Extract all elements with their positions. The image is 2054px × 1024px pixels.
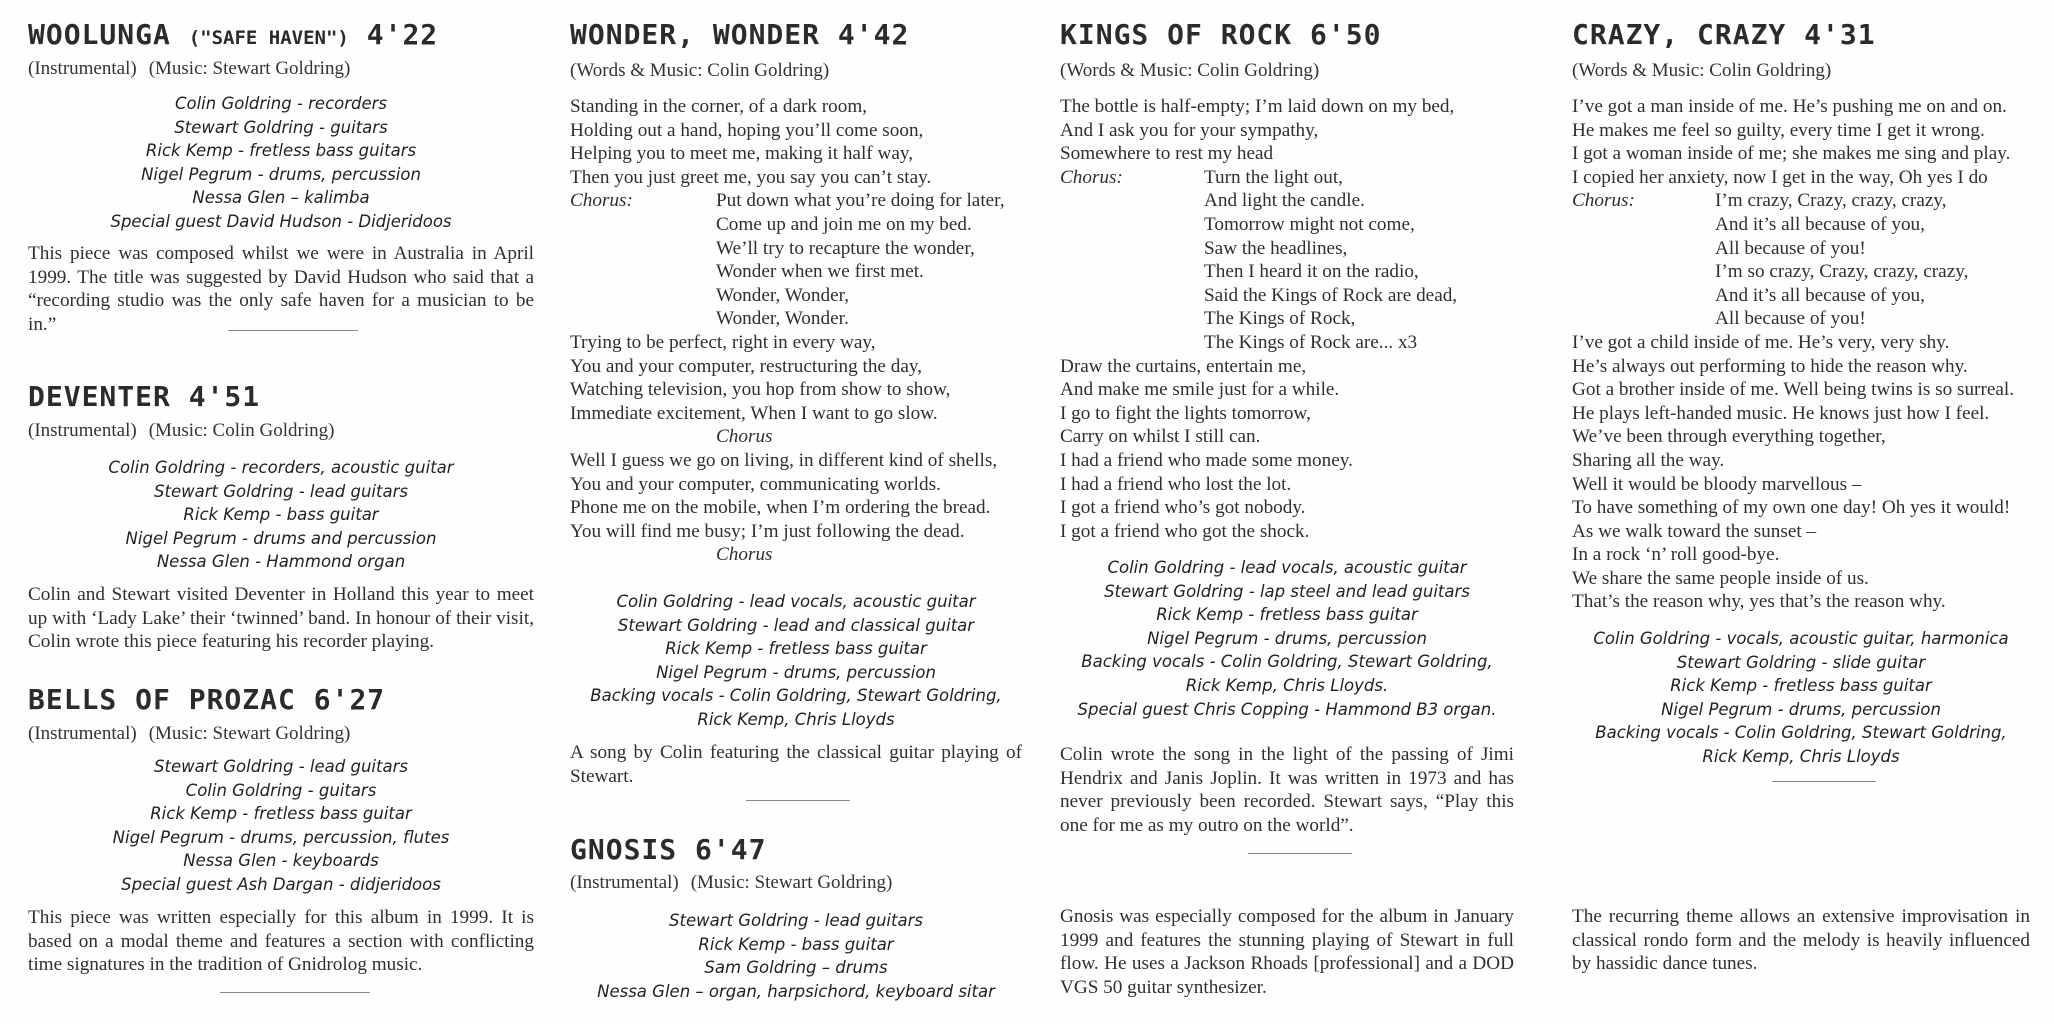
song-note: Colin and Stewart visited Deventer in Holland this year to meet up with ‘Lady Lake’ their ‘twinned’ band. In honour of their visit, Colin wrote this piece featuring his recorder playing. (28, 584, 534, 653)
musician-line: Colin Goldring - lead vocals, acoustic guitar (616, 592, 976, 611)
chorus-mark-text: Chorus (716, 426, 773, 448)
song-title (28, 683, 385, 717)
musician-line: Rick Kemp - fretless bass guitar (665, 639, 927, 659)
musicians-list (28, 456, 534, 574)
chorus-line (570, 307, 1022, 331)
lyric-line: I got a woman inside of me; she makes me sing and play. (1572, 143, 2011, 165)
lyric-line: Got a brother inside of me. Well being twins is so surreal. (1572, 379, 2014, 401)
musicians-list (570, 590, 1022, 732)
musician-line: Special guest David Hudson - Didjeridoos (110, 211, 452, 231)
lyric-line: I had a friend who made some money. (1060, 449, 1353, 471)
chorus-mark-text: Chorus (716, 544, 773, 566)
chorus-marker (570, 425, 1022, 449)
lyric-line: And I ask you for your sympathy, (1060, 119, 1319, 141)
musicians-list (570, 909, 1022, 1003)
musician-line: Sam Goldring – drums (704, 958, 888, 978)
lyric-line: You and your computer, communicating worlds. (570, 473, 941, 495)
song-title (28, 380, 260, 414)
song-duration: 6'50 (1310, 18, 1382, 51)
chorus-line (1572, 284, 2030, 308)
lyric-line: Watching television, you hop from show to show, (570, 379, 951, 401)
musician-line: Nigel Pegrum - drums, percussion (656, 662, 936, 682)
chorus-text: We’ll try to recapture the wonder, (716, 237, 975, 259)
musician-line: Colin Goldring - vocals, acoustic guitar, harmonica (1593, 629, 2009, 648)
song-name: WOOLUNGA (28, 18, 171, 51)
credit-type: (Instrumental) (28, 723, 137, 744)
song-title (1060, 18, 1381, 52)
song-title (570, 833, 766, 867)
musician-line: Rick Kemp - fretless bass guitars (145, 141, 417, 161)
song-name: KINGS OF ROCK (1060, 18, 1293, 51)
song-credit (28, 57, 350, 81)
lyric-line: Somewhere to rest my head (1060, 143, 1274, 165)
musician-line: Nigel Pegrum - drums, percussion (1661, 699, 1941, 719)
musician-line: Stewart Goldring - lead and classical guitar (617, 615, 975, 635)
musician-line: Nigel Pegrum - drums, percussion (141, 164, 421, 184)
song-credit (570, 871, 892, 895)
song-title (1572, 18, 1876, 52)
song-name: CRAZY, CRAZY (1572, 18, 1787, 51)
chorus-label: Chorus: (570, 190, 633, 212)
lyric-line: I got a friend who’s got nobody. (1060, 497, 1306, 519)
musician-line: Stewart Goldring - slide guitar (1676, 652, 1926, 672)
song-credit: (Words & Music: Colin Goldring) (1060, 60, 1320, 81)
chorus-text: The Kings of Rock are... x3 (1204, 331, 1418, 353)
musician-line: Nessa Glen – kalimba (192, 188, 370, 208)
chorus-text: Tomorrow might not come, (1204, 213, 1415, 235)
chorus-line (570, 260, 1022, 284)
song-duration: 4'42 (837, 18, 910, 51)
lyric-line: I’ve got a man inside of me. He’s pushing me on and on. (1572, 96, 2007, 117)
chorus-line (1060, 307, 1514, 331)
musician-line: Stewart Goldring - lead guitars (669, 911, 923, 930)
lyric-line: That’s the reason why, yes that’s the reason why. (1572, 591, 1946, 613)
lyric-line: In a rock ‘n’ roll good-bye. (1572, 544, 1780, 566)
chorus-text: Wonder when we first met. (716, 261, 924, 283)
song-note: This piece was written especially for this album in 1999. It is based on a modal theme and features a section with conflicting time signatures in the tradition of Gnidrolog music. (28, 907, 534, 976)
song-duration: 4'51 (188, 380, 261, 413)
lyric-line: Trying to be perfect, right in every way, (570, 331, 876, 353)
musician-line: Nigel Pegrum - drums, percussion, flutes (112, 827, 450, 847)
lyric-line: I had a friend who lost the lot. (1060, 473, 1292, 495)
lyric-line: We’ve been through everything together, (1572, 426, 1886, 448)
chorus-line (1572, 189, 2030, 213)
lyric-line: Well I guess we go on living, in different kind of shells, (570, 449, 998, 471)
chorus-text: And light the candle. (1204, 190, 1365, 212)
song-woolunga (28, 18, 534, 55)
song-credit: (Words & Music: Colin Goldring) (570, 60, 830, 81)
musicians-list (1060, 556, 1514, 721)
lyric-line: He plays left-handed music. He knows just how I feel. (1572, 402, 1990, 424)
chorus-line (570, 213, 1022, 237)
lyric-line: Carry on whilst I still can. (1060, 426, 1261, 448)
lyric-line: I’ve got a child inside of me. He’s very, very shy. (1572, 331, 1950, 353)
musicians-list (28, 755, 534, 897)
musician-line: Rick Kemp, Chris Lloyds (697, 709, 895, 729)
chorus-text: All because of you! (1715, 237, 1866, 259)
musician-line: Nessa Glen - keyboards (183, 851, 379, 871)
credit-music: (Music: Stewart Goldring) (148, 723, 351, 744)
divider (1248, 853, 1352, 854)
chorus-label: Chorus: (1060, 166, 1123, 188)
chorus-text: Wonder, Wonder. (716, 308, 849, 330)
musician-line: Rick Kemp - fretless bass guitar (1670, 676, 1932, 696)
lyric-line: Well it would be bloody marvellous – (1572, 473, 1862, 495)
musician-line: Rick Kemp - bass guitar (183, 505, 379, 525)
chorus-line (1572, 260, 2030, 284)
song-name: DEVENTER (28, 380, 171, 413)
chorus-text: I’m so crazy, Crazy, crazy, crazy, (1715, 261, 1969, 283)
musician-line: Colin Goldring - recorders, acoustic guitar (108, 458, 454, 477)
musician-line: Nessa Glen – organ, harpsichord, keyboard sitar (597, 981, 995, 1001)
song-duration: 6'47 (695, 833, 767, 866)
musician-line: Rick Kemp, Chris Lloyds (1702, 746, 1900, 766)
chorus-text: And it’s all because of you, (1715, 284, 1925, 306)
chorus-line (1060, 331, 1514, 355)
lyric-line: He makes me feel so guilty, every time I get it wrong. (1572, 119, 1985, 141)
chorus-text: Come up and join me on my bed. (716, 213, 972, 235)
lyric-line: Standing in the corner, of a dark room, (570, 96, 868, 117)
musician-line: Rick Kemp, Chris Lloyds. (1185, 675, 1389, 695)
song-duration: 6'27 (313, 683, 386, 716)
divider (228, 330, 358, 331)
chorus-line (1060, 284, 1514, 308)
song-note: Colin wrote the song in the light of the passing of Jimi Hendrix and Janis Joplin. It was written in 1973 and has never previously been recorded. Stewart says, “Play this one for me as my outro on the world”. (1060, 744, 1514, 836)
lyric-line: We share the same people inside of us. (1572, 567, 1869, 589)
lyrics (1060, 95, 1514, 543)
song-name: GNOSIS (570, 833, 678, 866)
chorus-text: Said the Kings of Rock are dead, (1204, 284, 1458, 306)
lyric-line: You will find me busy; I’m just following the dead. (570, 520, 965, 542)
song-duration: 4'22 (366, 18, 439, 51)
lyric-line: Sharing all the way. (1572, 449, 1725, 471)
song-note: The recurring theme allows an extensive improvisation in classical rondo form and the melody is heavily influenced by hassidic dance tunes. (1572, 906, 2030, 975)
lyric-line: Phone me on the mobile, when I’m ordering the bread. (570, 497, 991, 519)
chorus-line (570, 237, 1022, 261)
chorus-label: Chorus: (1572, 190, 1635, 212)
musician-line: Special guest Chris Copping - Hammond B3 organ. (1077, 699, 1497, 719)
lyrics (570, 95, 1022, 567)
chorus-line (1060, 237, 1514, 261)
song-credit: (Words & Music: Colin Goldring) (1572, 60, 1832, 81)
musician-line: Colin Goldring - guitars (185, 780, 377, 800)
musician-line: Colin Goldring - lead vocals, acoustic guitar (1107, 558, 1467, 577)
chorus-text: I’m crazy, Crazy, crazy, crazy, (1715, 190, 1947, 212)
divider (220, 992, 370, 993)
credit-type: (Instrumental) (28, 58, 137, 79)
musician-line: Nigel Pegrum - drums, percussion (1147, 628, 1427, 648)
lyric-line: Immediate excitement, When I want to go slow. (570, 402, 938, 424)
song-name: BELLS OF PROZAC (28, 683, 296, 716)
chorus-text: Wonder, Wonder, (716, 284, 850, 306)
song-credit (28, 722, 350, 746)
musician-line: Stewart Goldring - guitars (174, 117, 388, 137)
musicians-list (28, 92, 534, 234)
musician-line: Special guest Ash Dargan - didjeridoos (121, 874, 441, 894)
chorus-text: Turn the light out, (1204, 166, 1343, 188)
musician-line: Nessa Glen - Hammond organ (156, 552, 406, 572)
chorus-line (1060, 260, 1514, 284)
chorus-line (570, 189, 1022, 213)
lyric-line: You and your computer, restructuring the day, (570, 355, 922, 377)
musician-line: Rick Kemp - bass guitar (698, 934, 894, 954)
lyric-line: I copied her anxiety, now I get in the way, Oh yes I do (1572, 166, 1988, 188)
divider (746, 800, 850, 801)
chorus-text: The Kings of Rock, (1204, 308, 1356, 330)
chorus-line (1060, 166, 1514, 190)
divider (1772, 781, 1876, 782)
lyric-line: As we walk toward the sunset – (1572, 520, 1817, 542)
lyric-line: To have something of my own one day! Oh yes it would! (1572, 497, 2011, 519)
chorus-text: Put down what you’re doing for later, (716, 190, 1005, 212)
musician-line: Backing vocals - Colin Goldring, Stewart Goldring, (1595, 723, 2007, 743)
musicians-list (1572, 627, 2030, 769)
lyrics (1572, 95, 2030, 614)
lyric-line: The bottle is half-empty; I’m laid down on my bed, (1060, 96, 1455, 117)
musician-line: Rick Kemp - fretless bass guitar (1156, 605, 1418, 625)
song-title (28, 18, 534, 55)
lyric-line: Holding out a hand, hoping you’ll come soon, (570, 119, 924, 141)
lyric-line: Helping you to meet me, making it half way, (570, 143, 913, 165)
song-subtitle: ("SAFE HAVEN") (188, 27, 349, 49)
chorus-text: Saw the headlines, (1204, 237, 1348, 259)
song-credit (28, 419, 334, 443)
credit-music: (Music: Stewart Goldring) (148, 58, 351, 79)
chorus-marker (570, 543, 1022, 567)
musician-line: Stewart Goldring - lap steel and lead guitars (1104, 581, 1470, 601)
musician-line: Rick Kemp - fretless bass guitar (150, 804, 412, 824)
musician-line: Stewart Goldring - lead guitars (154, 481, 408, 501)
musician-line: Backing vocals - Colin Goldring, Stewart Goldring, (1081, 652, 1493, 672)
chorus-text: All because of you! (1715, 308, 1866, 330)
musician-line: Backing vocals - Colin Goldring, Stewart Goldring, (590, 686, 1002, 706)
song-note-gnosis: Gnosis was especially composed for the album in January 1999 and features the stunning playing of Stewart in full flow. He uses a Jackson Rhoads [professional] and a DOD VGS 50 guitar synthesizer. (1060, 906, 1514, 998)
song-duration: 4'31 (1804, 18, 1876, 51)
lyric-line: Then you just greet me, you say you can’t stay. (570, 166, 932, 188)
chorus-line (1572, 237, 2030, 261)
lyric-line: And make me smile just for a while. (1060, 379, 1340, 401)
credit-type: (Instrumental) (570, 872, 679, 893)
chorus-line (1060, 213, 1514, 237)
chorus-line (1572, 307, 2030, 331)
song-name: WONDER, WONDER (570, 18, 821, 51)
lyric-line: I got a friend who got the shock. (1060, 520, 1310, 542)
chorus-text: And it’s all because of you, (1715, 213, 1925, 235)
chorus-text: Then I heard it on the radio, (1204, 261, 1419, 283)
song-note: A song by Colin featuring the classical guitar playing of Stewart. (570, 742, 1022, 787)
chorus-line (1572, 213, 2030, 237)
song-note: This piece was composed whilst we were in Australia in April 1999. The title was suggested by David Hudson who said that a “recording studio was the only safe haven for a musician to be in.” (28, 243, 534, 335)
lyric-line: Draw the curtains, entertain me, (1060, 355, 1307, 377)
chorus-line (570, 284, 1022, 308)
chorus-line (1060, 189, 1514, 213)
musician-line: Colin Goldring - recorders (174, 94, 388, 113)
credit-type: (Instrumental) (28, 420, 137, 441)
lyric-line: He’s always out performing to hide the reason why. (1572, 355, 1968, 377)
musician-line: Nigel Pegrum - drums and percussion (125, 528, 437, 548)
song-title (570, 18, 909, 52)
credit-music: (Music: Colin Goldring) (148, 420, 335, 441)
credit-music: (Music: Stewart Goldring) (690, 872, 893, 893)
musician-line: Stewart Goldring - lead guitars (154, 757, 408, 776)
lyric-line: I go to fight the lights tomorrow, (1060, 402, 1311, 424)
